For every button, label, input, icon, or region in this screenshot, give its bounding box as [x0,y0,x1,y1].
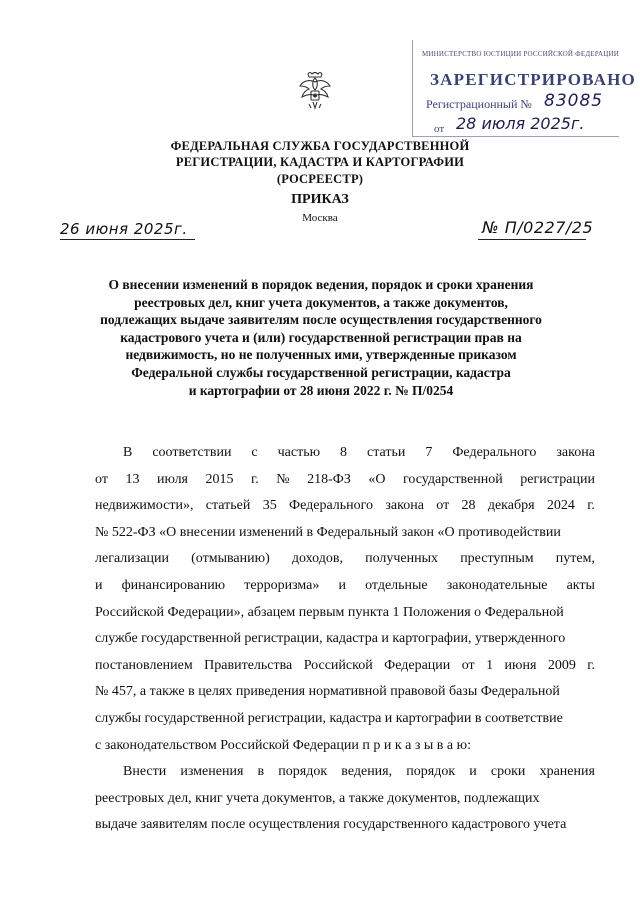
body-word: с [251,445,258,460]
title-line: и картографии от 28 июня 2022 г. № П/0254 [188,382,454,398]
body-word: изменения [180,764,244,780]
order-date: 26 июня 2025г. [60,220,188,238]
body-line-text: службе государственной регистрации, кадастра и картографии, утвержденного [95,631,566,647]
body-word: 7 [425,445,433,460]
agency-name-line-1: ФЕДЕРАЛЬНАЯ СЛУЖБА ГОСУДАРСТВЕННОЙ [170,139,470,153]
body-word: Российской [303,657,373,673]
body-word: терроризма» [244,577,320,593]
body-line [95,759,595,786]
body-line [95,653,595,680]
body-word: порядок [406,764,456,780]
body-word: от [436,498,450,514]
title-line: реестровых дел, книг учета документов, а также документов, [134,294,508,310]
title-line: подлежащих выдаче заявителям после осуществления государственного [100,312,542,328]
body-word: статьей [205,498,251,514]
document-body [95,440,595,839]
body-word: Федерации [384,657,451,673]
body-word: г. [587,657,595,673]
body-word: 2024 [546,498,575,514]
title-line: кадастрового учета и (или) государственной регистрации прав на [120,329,522,345]
order-date-underline [60,239,195,240]
body-line [95,626,595,653]
order-number-underline [478,239,586,240]
body-line [95,467,595,494]
body-word: недвижимости», [95,498,194,514]
body-line-text: № 522-ФЗ «О внесении изменений в Федеральный закон «О противодействии [95,524,561,540]
body-word: легализации [95,551,169,567]
body-line-text: с законодательством Российской Федерации п р и к а з ы в а ю: [95,737,471,753]
body-word: отдельные [365,577,428,593]
document-type: ПРИКАЗ [291,192,349,207]
body-word: доходов, [291,551,343,567]
body-word: государственной [403,471,503,487]
body-word: в [257,764,265,780]
body-word: г. [251,471,259,487]
body-word: закона [385,498,424,514]
body-word: июня [504,657,537,673]
body-word: регистрации [520,471,595,487]
stamp-date: 28 июля 2025г. [456,114,585,133]
body-word: акты [566,577,595,593]
body-word: Федерального [452,445,537,460]
body-word: В [123,445,133,460]
body-word: преступным [460,551,534,567]
body-word: 2009 [547,657,576,673]
body-line-text: реестровых дел, книг учета документов, а также документов, подлежащих [95,790,540,806]
body-word: г. [587,498,595,514]
body-word: статьи [367,445,406,460]
body-word: 2015 [205,471,234,487]
city: Москва [302,212,338,224]
body-word: порядок [278,764,328,780]
body-line [95,600,595,627]
body-word: и [95,577,103,593]
body-line [95,812,595,839]
body-word: Правительства [204,657,293,673]
russian-coat-of-arms-icon [299,70,331,112]
body-word: Федерального [289,498,374,514]
body-word: полученных [365,551,439,567]
body-word: соответствии [152,445,232,460]
stamp-registered-label: ЗАРЕГИСТРИРОВАНО [430,70,636,89]
body-word: декабря [487,498,535,514]
body-word: хранения [539,764,595,780]
body-line [95,706,595,733]
body-line-text: № 457, а также в целях приведения нормативной правовой базы Федеральной [95,684,560,700]
body-line [95,679,595,706]
body-line [95,733,595,760]
stamp-reg-number: 83085 [544,91,604,111]
order-number: № П/0227/25 [482,218,594,237]
title-line: О внесении изменений в порядок ведения, порядок и сроки хранения [108,277,534,292]
body-line [95,493,595,520]
body-word: 28 [461,498,476,514]
title-line: недвижимость, но не полученных ими, утвержденные приказом [125,347,517,363]
body-line [95,573,595,600]
body-word: и [469,764,477,780]
body-word: сроки [490,764,526,780]
body-line-text: службы государственной регистрации, кадастра и картографии в соответствие [95,710,563,726]
body-line-text: Российской Федерации», абзацем первым пункта 1 Положения о Федеральной [95,604,564,620]
body-line [95,786,595,813]
stamp-date-label: от [434,123,445,135]
body-word: 13 [125,471,140,487]
body-word: финансированию [121,577,226,593]
body-word: «О [368,471,386,487]
body-line [95,546,595,573]
body-word: и [338,577,346,593]
body-word: Внести [123,764,167,780]
body-word: № [276,471,290,487]
body-word: постановлением [95,657,193,673]
body-line [95,440,595,467]
body-word: путем, [555,551,595,567]
body-word: частью [277,445,321,460]
agency-abbreviation: (РОСРЕЕСТР) [276,172,364,186]
body-word: от [461,657,475,673]
body-word: 8 [340,445,348,460]
stamp-reg-number-label: Регистрационный № [426,97,532,111]
body-word: 1 [486,657,494,673]
title-line: Федеральной службы государственной регистрации, кадастра [131,364,511,380]
body-line-text: выдаче заявителям после осуществления государственного кадастрового учета [95,817,567,833]
document-title [100,276,542,399]
body-word: 218-ФЗ [307,471,351,487]
body-word: 35 [262,498,277,514]
body-word: законодательные [446,577,548,593]
body-word: июля [156,471,188,487]
body-line [95,520,595,547]
stamp-ministry-label: МИНИСТЕРСТВО ЮСТИЦИИ РОССИЙСКОЙ ФЕДЕРАЦИИ [422,50,619,58]
body-word: закона [556,445,595,460]
body-word: (отмыванию) [191,551,270,567]
body-word: от [95,471,108,487]
body-word: ведения, [341,764,393,780]
agency-name-line-2: РЕГИСТРАЦИИ, КАДАСТРА И КАРТОГРАФИИ [175,155,465,169]
